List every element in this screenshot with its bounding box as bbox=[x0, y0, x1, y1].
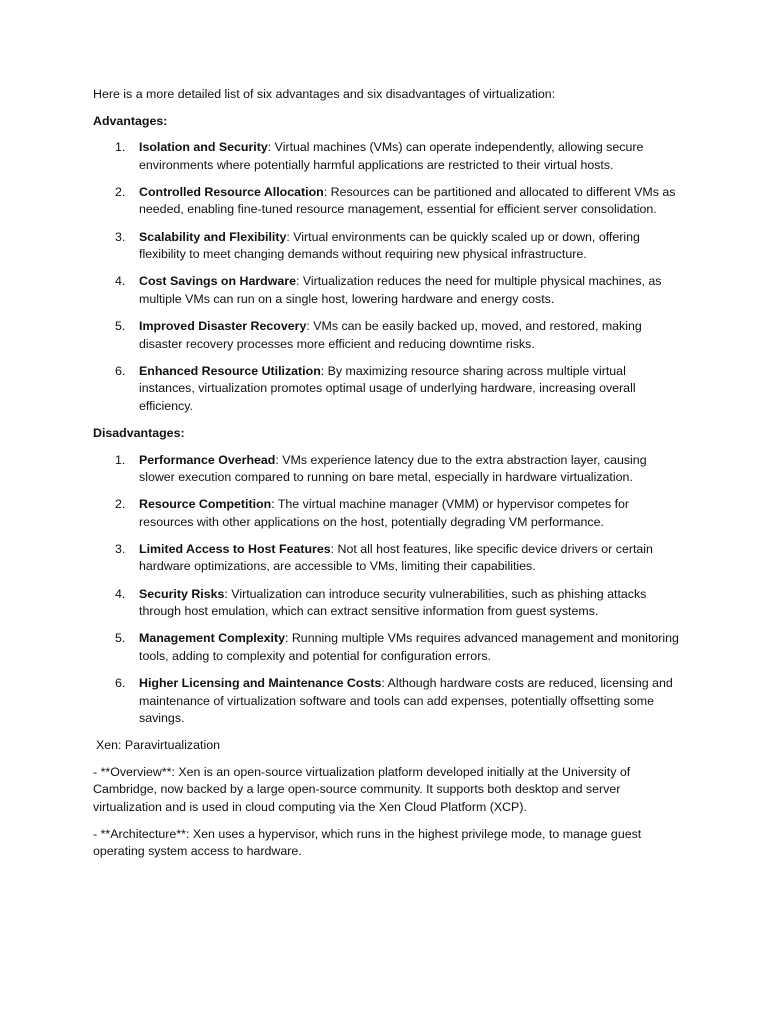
advantages-list bbox=[93, 139, 680, 415]
list-item bbox=[93, 184, 680, 219]
list-item bbox=[93, 496, 680, 531]
item-number: 1. bbox=[115, 140, 126, 155]
item-number: 1. bbox=[115, 452, 126, 467]
item-text: : VMs experience latency due to the extra abstraction layer, causing slower execution compared to running on bare metal, especially in hardware virtualization. bbox=[139, 452, 647, 485]
item-title: Higher Licensing and Maintenance Costs bbox=[139, 675, 382, 690]
item-title: Performance Overhead bbox=[139, 452, 276, 467]
intro-text: Here is a more detailed list of six advantages and six disadvantages of virtualization: bbox=[93, 87, 556, 101]
advantages-heading: Advantages: bbox=[93, 113, 168, 128]
item-text: : VMs can be easily backed up, moved, and restored, making disaster recovery processes more efficient and reducing downtime risks. bbox=[139, 318, 642, 351]
item-text: : Virtual environments can be quickly scaled up or down, offering flexibility to meet changing demands without requiring new physical infrastructure. bbox=[139, 229, 640, 262]
item-number: 3. bbox=[115, 541, 126, 556]
item-title: Controlled Resource Allocation bbox=[139, 184, 324, 199]
list-item bbox=[93, 675, 680, 728]
item-text: : Virtual machines (VMs) can operate independently, allowing secure environments where potentially harmful applications are restricted to their virtual hosts. bbox=[139, 140, 644, 172]
item-title: Isolation and Security bbox=[139, 140, 268, 155]
item-number: 5. bbox=[115, 631, 126, 646]
list-item bbox=[93, 229, 680, 264]
list-item bbox=[93, 363, 680, 416]
disadvantages-list bbox=[93, 452, 680, 728]
xen-architecture-paragraph: - **Architecture**: Xen uses a hypervisor, which runs in the highest privilege mode, to manage guest operating system access to hardware. bbox=[93, 826, 642, 859]
list-item bbox=[93, 318, 680, 353]
disadvantages-heading: Disadvantages: bbox=[93, 425, 185, 440]
item-number: 5. bbox=[115, 318, 126, 333]
item-title: Improved Disaster Recovery bbox=[139, 318, 307, 333]
item-title: Limited Access to Host Features bbox=[139, 541, 331, 556]
item-number: 4. bbox=[115, 274, 126, 289]
item-text: : The virtual machine manager (VMM) or hypervisor competes for resources with other applications on the host, potentially degrading VM performance. bbox=[139, 497, 630, 529]
item-title: Enhanced Resource Utilization bbox=[139, 363, 321, 378]
xen-overview-paragraph: - **Overview**: Xen is an open-source virtualization platform developed initially at the University of Cambridge, now backed by a large open-source community. It supports both desktop and server virtualization and is used in cloud computing via the Xen Cloud Platform (XCP). bbox=[93, 764, 631, 814]
item-text: : Virtualization reduces the need for multiple physical machines, as multiple VMs can run on a single host, lowering hardware and energy costs. bbox=[139, 274, 662, 306]
xen-section-title: Xen: Paravirtualization bbox=[96, 738, 220, 753]
item-number: 2. bbox=[115, 184, 126, 199]
item-title: Cost Savings on Hardware bbox=[139, 274, 296, 289]
item-title: Security Risks bbox=[139, 586, 225, 601]
item-number: 2. bbox=[115, 497, 126, 512]
item-text: : Although hardware costs are reduced, licensing and maintenance of virtualization software and tools can add expenses, potentially offsetting some savings. bbox=[139, 675, 673, 726]
item-number: 6. bbox=[115, 675, 126, 690]
list-item bbox=[93, 630, 680, 665]
item-number: 4. bbox=[115, 586, 126, 601]
item-number: 3. bbox=[115, 229, 126, 244]
item-text: : Resources can be partitioned and allocated to different VMs as needed, enabling fine-tuned resource management, essential for efficient server consolidation. bbox=[139, 184, 676, 217]
item-text: : By maximizing resource sharing across multiple virtual instances, virtualization promotes optimal usage of underlying hardware, increasing overall efficiency. bbox=[139, 363, 636, 413]
item-title: Resource Competition bbox=[139, 497, 272, 512]
item-number: 6. bbox=[115, 363, 126, 378]
list-item bbox=[93, 452, 680, 487]
item-text: : Virtualization can introduce security vulnerabilities, such as phishing attacks through host emulation, which can extract sensitive information from guest systems. bbox=[139, 586, 647, 619]
item-title: Scalability and Flexibility bbox=[139, 229, 287, 244]
item-title: Management Complexity bbox=[139, 631, 285, 646]
list-item bbox=[93, 586, 680, 621]
list-item bbox=[93, 139, 680, 174]
list-item bbox=[93, 273, 680, 308]
list-item bbox=[93, 541, 680, 576]
item-text: : Not all host features, like specific device drivers or certain hardware optimizations, are accessible to VMs, limiting their capabilities. bbox=[139, 541, 653, 574]
item-text: : Running multiple VMs requires advanced management and monitoring tools, adding to complexity and potential for configuration errors. bbox=[139, 631, 679, 663]
